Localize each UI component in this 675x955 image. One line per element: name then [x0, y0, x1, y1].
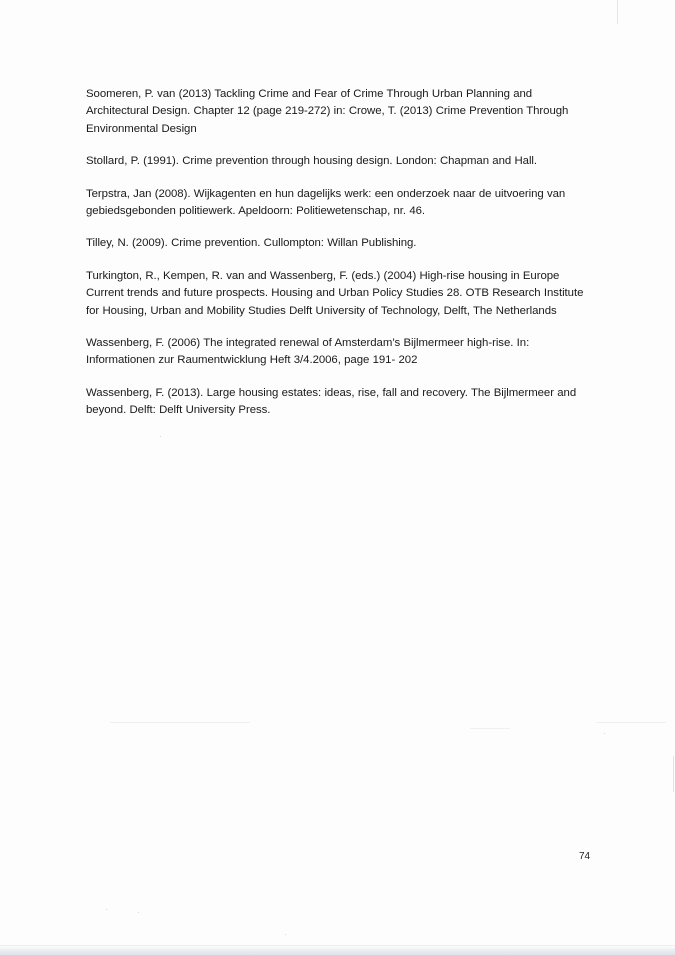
- scan-artifact-line: [596, 722, 666, 723]
- reference-list: [86, 86, 586, 435]
- reference-line: Stollard, P. (1991). Crime prevention through housing design. London: Chapman and Hall.: [86, 155, 538, 168]
- reference-line: Informationen zur Raumentwicklung Heft 3/4.2006, page 191- 202: [86, 354, 418, 367]
- reference-line: gebiedsgebonden politiewerk. Apeldoorn: Politiewetenschap, nr. 46.: [86, 205, 426, 218]
- reference-line: Wassenberg, F. (2006) The integrated renewal of Amsterdam’s Bijlmermeer high-rise. In:: [86, 337, 530, 350]
- scan-edge-mark: [673, 756, 674, 792]
- reference-line: Environmental Design: [86, 122, 197, 135]
- reference-line: Current trends and future prospects. Housing and Urban Policy Studies 28. OTB Research Institute: [86, 287, 584, 300]
- reference-line: beyond. Delft: Delft University Press.: [86, 404, 271, 417]
- reference-entry: [86, 268, 586, 320]
- scan-speck: [160, 436, 161, 437]
- scan-speck: [138, 912, 139, 913]
- scan-artifact-line: [110, 722, 250, 723]
- reference-entry: [86, 385, 586, 420]
- reference-entry: [86, 235, 586, 252]
- reference-line: Soomeren, P. van (2013) Tackling Crime and Fear of Crime Through Urban Planning and: [86, 88, 533, 100]
- scan-artifact-line: [470, 728, 510, 729]
- reference-entry: [86, 86, 586, 138]
- reference-line: for Housing, Urban and Mobility Studies Delft University of Technology, Delft, The Netherlands: [86, 304, 557, 317]
- reference-line: Architectural Design. Chapter 12 (page 219-272) in: Crowe, T. (2013) Crime Prevention Through: [86, 105, 569, 118]
- scan-speck: [285, 934, 286, 935]
- reference-entry: [86, 335, 586, 370]
- reference-entry: [86, 186, 586, 221]
- reference-entry: [86, 153, 586, 170]
- scan-speck: [604, 733, 605, 734]
- reference-line: Terpstra, Jan (2008). Wijkagenten en hun dagelijks werk: een onderzoek naar de uitvoering van: [86, 187, 566, 200]
- page-number: 74: [579, 851, 591, 862]
- scan-bottom-edge: [0, 946, 675, 955]
- scan-edge-mark: [617, 0, 618, 24]
- scan-speck: [106, 909, 107, 910]
- reference-line: Wassenberg, F. (2013). Large housing estates: ideas, rise, fall and recovery. The Bijlmermeer and: [86, 386, 577, 399]
- reference-line: Turkington, R., Kempen, R. van and Wassenberg, F. (eds.) (2004) High-rise housing in Europe: [86, 269, 560, 282]
- reference-line: Tilley, N. (2009). Crime prevention. Cullompton: Willan Publishing.: [86, 237, 417, 250]
